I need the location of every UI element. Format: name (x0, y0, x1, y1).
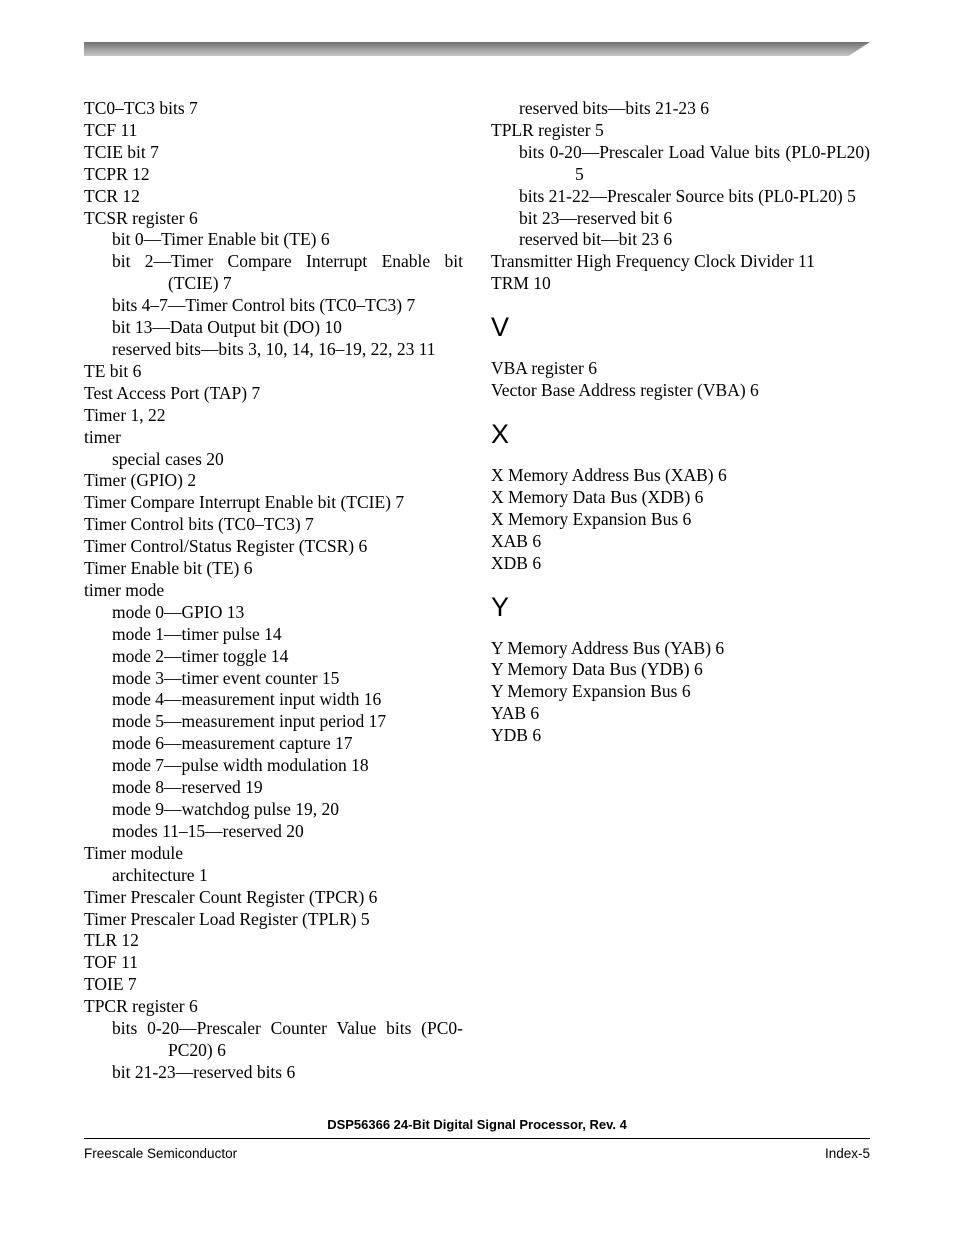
index-entry: X Memory Expansion Bus 6 (491, 508, 692, 529)
index-entry: TPLR register 5 (491, 119, 604, 140)
index-subentry: bit 2—Timer Compare Interrupt Enable bit (TCIE) 7 (112, 251, 463, 294)
footer-rule (84, 1138, 870, 1139)
index-entry: YAB 6 (491, 703, 540, 724)
index-entry: Timer Enable bit (TE) 6 (84, 558, 253, 579)
index-section-heading: X (491, 418, 510, 449)
index-column-right (491, 98, 870, 747)
index-entry: XAB 6 (491, 530, 542, 551)
index-subentry: reserved bits—bits 3, 10, 14, 16–19, 22, 23 11 (112, 338, 436, 359)
index-entry: Transmitter High Frequency Clock Divider 11 (491, 251, 815, 272)
index-entry: Timer Control/Status Register (TCSR) 6 (84, 536, 368, 557)
header-bar (84, 42, 870, 56)
index-entry: TRM 10 (491, 273, 551, 294)
index-entry: TLR 12 (84, 930, 139, 951)
index-entry: Y Memory Address Bus (YAB) 6 (491, 637, 725, 658)
index-entry: TCR 12 (84, 185, 140, 206)
index-entry: TCIE bit 7 (84, 141, 159, 162)
index-subentry: mode 4—measurement input width 16 (112, 689, 382, 710)
index-subentry: mode 1—timer pulse 14 (112, 623, 282, 644)
index-entry: TCSR register 6 (84, 207, 198, 228)
index-entry: Timer (GPIO) 2 (84, 470, 197, 491)
index-entry: TCF 11 (84, 119, 138, 140)
index-subentry: bit 0—Timer Enable bit (TE) 6 (112, 229, 330, 250)
index-subentry: reserved bit—bit 23 6 (519, 229, 673, 250)
index-entry: X Memory Address Bus (XAB) 6 (491, 464, 727, 485)
index-subentry: mode 6—measurement capture 17 (112, 733, 353, 754)
index-subentry: architecture 1 (112, 864, 208, 885)
index-column-left (84, 98, 463, 1084)
index-entry: TPCR register 6 (84, 996, 198, 1017)
index-entry: Test Access Port (TAP) 7 (84, 382, 261, 403)
index-subentry: mode 7—pulse width modulation 18 (112, 755, 369, 776)
index-subentry: mode 0—GPIO 13 (112, 601, 245, 622)
footer-page-number: Index-5 (824, 1146, 870, 1161)
index-subentry: mode 3—timer event counter 15 (112, 667, 340, 688)
index-entry: XDB 6 (491, 552, 542, 573)
index-subentry: mode 8—reserved 19 (112, 777, 263, 798)
index-entry: Timer Prescaler Load Register (TPLR) 5 (84, 908, 370, 929)
index-subentry: mode 2—timer toggle 14 (112, 645, 289, 666)
index-subentry: bits 21-22—Prescaler Source bits (PL0-PL20) 5 (519, 185, 856, 206)
footer-company: Freescale Semiconductor (84, 1146, 238, 1161)
index-subentry: modes 11–15—reserved 20 (112, 820, 304, 841)
index-entry: TCPR 12 (84, 163, 150, 184)
index-entry: TOIE 7 (84, 974, 137, 995)
index-subentry: mode 9—watchdog pulse 19, 20 (112, 799, 339, 819)
index-entry: Vector Base Address register (VBA) 6 (491, 380, 759, 401)
index-entry: Timer Control bits (TC0–TC3) 7 (84, 514, 314, 535)
index-entry: timer (84, 426, 121, 447)
index-entry: YDB 6 (491, 725, 542, 746)
index-subentry: reserved bits—bits 21-23 6 (519, 98, 710, 118)
index-entry: TE bit 6 (84, 360, 142, 381)
footer-title: DSP56366 24-Bit Digital Signal Processor, Rev. 4 (327, 1117, 627, 1132)
index-subentry: bit 13—Data Output bit (DO) 10 (112, 317, 342, 338)
index-subentry: bit 23—reserved bit 6 (519, 207, 673, 228)
index-entry: timer mode (84, 579, 165, 600)
index-entry: TOF 11 (84, 952, 138, 973)
index-subentry: bits 0-20—Prescaler Load Value bits (PL0-PL20) 5 (519, 141, 870, 184)
index-entry: Timer module (84, 842, 184, 863)
index-entry: TC0–TC3 bits 7 (84, 98, 198, 118)
index-entry: Y Memory Expansion Bus 6 (491, 681, 691, 702)
index-entry: Timer Prescaler Count Register (TPCR) 6 (84, 886, 378, 907)
index-subentry: special cases 20 (112, 448, 224, 469)
index-subentry: bits 4–7—Timer Control bits (TC0–TC3) 7 (112, 295, 416, 316)
index-subentry: bits 0-20—Prescaler Counter Value bits (PC0-PC20) 6 (112, 1018, 463, 1060)
index-section-heading: Y (491, 591, 510, 622)
index-entry: Y Memory Data Bus (YDB) 6 (491, 659, 703, 680)
index-entry: Timer Compare Interrupt Enable bit (TCIE) 7 (84, 492, 405, 513)
index-entry: Timer 1, 22 (84, 404, 166, 425)
index-subentry: mode 5—measurement input period 17 (112, 711, 387, 732)
index-subentry: bit 21-23—reserved bits 6 (112, 1061, 296, 1082)
index-section-heading: V (491, 312, 510, 343)
index-entry: VBA register 6 (491, 358, 597, 379)
index-entry: X Memory Data Bus (XDB) 6 (491, 486, 704, 507)
